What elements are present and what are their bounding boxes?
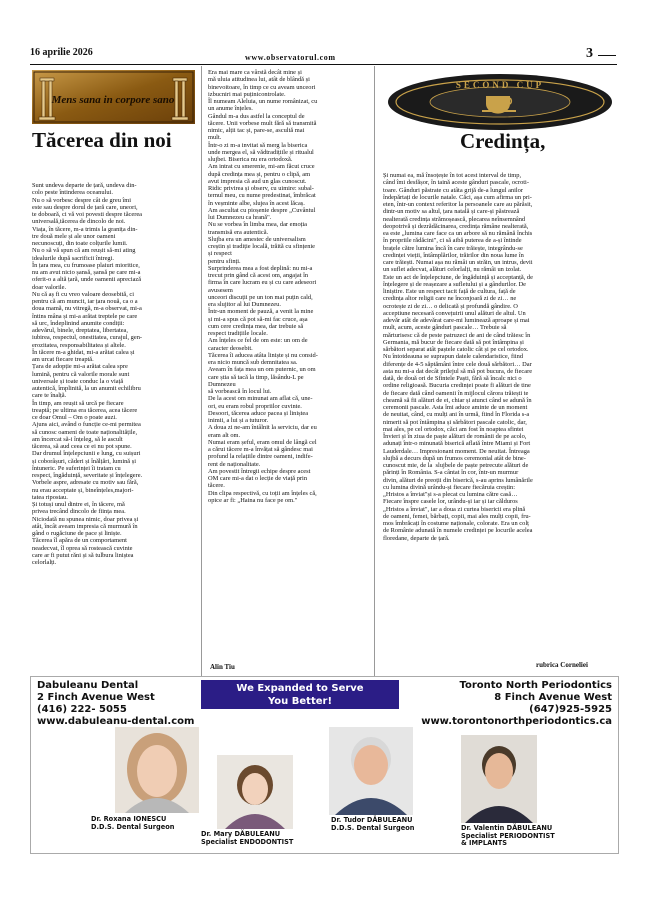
mens-sana-banner bbox=[32, 70, 195, 124]
article-author: rubrica Corneliei bbox=[536, 661, 588, 669]
doctor-title: Specialist PERIODONTIST bbox=[461, 831, 555, 840]
clinic-url[interactable]: www.dabuleanu-dental.com bbox=[37, 716, 195, 727]
header-rule bbox=[30, 64, 617, 65]
doctor-title-extra: & IMPLANTS bbox=[461, 839, 507, 847]
logo-text: SECOND CUP bbox=[455, 80, 545, 90]
doctor-caption bbox=[91, 816, 174, 831]
second-cup-logo bbox=[386, 72, 615, 132]
article-body-col2: Era mai mare ca vârstă decât mine și mă uluia atitudinea lui, atât de blândă și binevoitoare, în timp ce cu aveam unceori izbucniri mai puținicontrolate. Îl numeam Aleluia, un nume românizat, cu un anume înțeles. Gândul m-a dus astfel la conceptul de tăcere. Unii vorbese mult fără să transmită nimic, alții tac și, pare-se, ascultă mai mult. Într-o zi m-a invitat să merg la biserica unde mergea el, să vădtradițiile și ritualul slujbei. Biserica nu era ortodoxă. Am intrat cu smerenie, mi-am făcut cruce după credința mea și, pentru o clipă, am avut impresia că aud un glas cunoscut. Ridic privirea și observ, cu uimire: subal- ternul meu, cu nume predestinat, îmbrăcat în veșminte albe, slujea în acest lăcaș. Am ascultat cu pioșenie despre „Cuvântul lui Dumnezeu ca hrană". Nu se vorbea în limba mea, dar emoția transmisă era autentică. Slujba era un amestec de universalism creștin și tradiție locală, trăită cu sfințenie și respect pentru sfinți. Surprinderea mea a fost deplină: nu mi-a trecut prin gând că acest om, angajat în firma în care lucram eu și cu care adeseori avusesem unceori discuții pe un ton mai puțin cald, era slujitor al lui Dumnezeu. Într-un moment de pauză, a venit la mine și mi-a spus că pot să-mi fac cruce, așa cum cere credința mea, dar trebuie să respect tradițiile locale. Am înțeles ce fel de om este: un om de caracter deosebit. Tăcerea îi aducea atâta liniște și nu consid- era nicio muncă sub demnitatea sa. Aveam în fața mea un om puternic, un om care știa să tacă la timp, lăsându-L pe Dumnezeu să vorbească în locul lui. De la acest om minunat am aflat că, une- ori, eu eram robul propriilor cuvinte. Desoori, tăcerea aduce pacea și liniștea inimii, a lui și a tuturor. A doua zi ne-am întâlnit la serviciu, dar eu eram alt om. Numai eram șeful, eram omul de lângă cel a cărui tăcere m-a învățat să gândesc mai profund la relațiile dintre oameni, indife- rent de naționalitate. Am povestit întregii echipe despre acest OM care mi-a dat o lecție de viață prin tăcere. Din clipa respectivă, cu toții am înțeles că, орісе ar fi: „Haina nu face pe om." bbox=[208, 69, 318, 504]
column-divider bbox=[201, 66, 202, 676]
doctor-title: D.D.S. Dental Surgeon bbox=[331, 823, 415, 832]
clinic-address: 2 Finch Avenue West bbox=[37, 692, 155, 703]
clinic-name: Toronto North Periodontics bbox=[459, 680, 612, 691]
doctor-name: Dr. Roxana IONESCU bbox=[91, 815, 167, 823]
doctor-caption bbox=[201, 831, 293, 846]
banner-text: Mens sana in corpore sano bbox=[51, 94, 175, 106]
clinic-phone: (647)925-5925 bbox=[529, 704, 612, 715]
issue-date: 16 aprilie 2026 bbox=[30, 47, 93, 58]
dental-advertisement bbox=[30, 676, 619, 854]
page-number-dash bbox=[598, 55, 616, 56]
article-author: Alin Tiu bbox=[210, 663, 235, 671]
column-divider bbox=[374, 66, 375, 676]
doctor-name: Dr. Mary DĂBULEANU bbox=[201, 830, 281, 838]
doctor-photo bbox=[217, 755, 293, 829]
doctor-title: D.D.S. Dental Surgeon bbox=[91, 822, 175, 831]
article-body-col3: Și numai ea, mă însoțește în tot acest interval de timp, când îmi desfășor, în taină aceste gânduri pascale, ocroti- toare. Gânduri păstrate cu atâta grijă de-a lungul anilor îndepărtați de locurile natale. Căci, așa cum afirma un pri- eten, într-un context referitor la persoanele care au părăsit, dintr-un motiv sa altul, țara natală și care-și păstrează nealterată credința strămoșească, plecarea neînsemnând deopotrivă și dezrădăcinarea, credința rămâne nealterată, ea este „lumina care face ca un arbore să nu rămână închis în propriile rădăcini", ci să aibă puterea de a-și întinde brațele către lumina încă în care trăiește, integrându-se credinței vieții, întâmplărilor, trăirilor din noua lume în care trăiești. Numai așa nu rămâi un străin, un intrus, devii un suflet adecvat, alături celorlalți, nu rămâi un izolat. Este un act de înțelepciune, de îngăduință și acceptanță, de înțelegere și de reașezare a sufletului și a gândurilor. De liniștire. Este un respect tacit față de cultura, față de credința altor religii care ne înconjoară zi de zi… ne ocrotește zi de zi… o delicată și profundă gândire. O acceptiune necesară convețuirii unul alături de altul. Un adevăr atât de adevărat care-mi luminează aproape și mai mult, acum, aceste gânduri pascale… Trebuie să mărturisesc că de peste patruzeci de ani de când trăiesc în Germania, mă bucur de fiecare dată să pot întâmpina și sărbători separat atât paștele catolic cât și pe cel ortodox. Nu întotdeauna se suprapun datele calendaristice, fiind diferențe de 4-5 săptămâni între cele două sărbători… Dar asta nu mi-a dat decât prilejul să mă pot bucura, de fiecare dată, de două ori de Sfintele Paști, fără să încalc nici o ordine religioasă. Bucuria credinței poate fi alături de tine de fiecare dată când oamenii în mijlocul cărora trăiești te cheamă să fii alături de ei, chiar și atunci când se adună în ceremonii pascale. Asta îmi aduce aminte de un moment de neuitat, când, cu mulți ani în urmă, fiind în Florida s-a nimerit să pot întâmpina și sărbători pascale catolic, dar, mai ales, pe cel ortodox, căci am fost în noaptea sfintei Învieri și în ziua de paște alături de românii de pe acolo, adunați într-o minunată biserică aflată între Miami și Fort Lauderdale… Impresionant moment. De neuitat. Întreaga slujbă a decurs după un frumos ceremonial atât de bine- cunoscut mie, de la slujbele de paște petrecute alături de părinți în România. S-a cântat în cor, într-un murmur divin, alături de preoții din biserică, s-au aprins lumânările cu lumina divină urându-și fiecare fiecăruia creștin: „Hristos a înviat"și s-a plecat cu lumina către casă… Fiecare înspre casele lor, urându-și iar și iar călduros „Hristos a înviat", iar a doua zi curtea bisericii era plină de oameni, femei, bărbați, copii, mai ales mulți copii, fru- mos îmbrăcați în costume naționale, colorate. Era un colț de Românie adunată în numele credinței pe locurile acelea floredane, departe de țară. bbox=[383, 172, 533, 542]
doctor-photo bbox=[115, 727, 199, 813]
doctor-caption bbox=[461, 825, 555, 848]
doctor-caption bbox=[331, 817, 414, 832]
clinic-url[interactable]: www.torontonorthperiodontics.ca bbox=[421, 716, 612, 727]
promo-line: We Expanded to Serve bbox=[236, 683, 364, 694]
clinic-phone: (416) 222- 5055 bbox=[37, 704, 127, 715]
doctor-photo bbox=[329, 727, 413, 815]
clinic-address: 8 Finch Avenue West bbox=[494, 692, 612, 703]
page-number: 3 bbox=[586, 46, 593, 61]
article-title: Credința, bbox=[460, 129, 546, 153]
promo-banner bbox=[201, 680, 399, 709]
clinic-name: Dabuleanu Dental bbox=[37, 680, 139, 691]
doctor-name: Dr. Tudor DĂBULEANU bbox=[331, 816, 413, 824]
article-title: Tăcerea din noi bbox=[32, 128, 172, 152]
article-body-col1: Sunt undeva departe de țară, undeva din- colo peste întinderea oceanului. Nu o să vorbesc despre cât de greu îmi este sau despre dorul de țară care, uneori, te doboară, ci vă voi povesti despre tăcerea universală,tăcerea de dincolo de noi. Viața, în tăcere, m-a trimis la granița din- tre două mele și ale unor oameni necunoscuți, din toate colțurile lumii. Nu o să vă spun că am reușit să-mi ating idealurile după sacrificii întregi. În țara mea, cu frumoase plaiuri mioritice, nu am avut nicio șansă, șansă pe care mi-a oferit-o a altă țară, unde oamenii apreciază doar valorile. Nu că aș fi cu vreo valoare deosebită, ci pentru că am muncit, iar țara nouă, ca o a doua mamă, nu vitregă, m-a observat, mi-a întins mâna și mi-a arătat treptele pe care să urc, îndeplinind anumite condiții: adevărul, binele, dreptatea, libertatea, iubirea, respectul, onestitatea, curajul, gen- erozitatea, responsabilitatea și altele. În tăcere m-a ghidat, mi-a arătat calea și am urcat fiecare treaptă. Țara de adopție mi-a arătat calea spre lumină, pentru că valorile morale sunt universale și toate conduc la o viață autentică, împlinită, la un anumit echilibru care te înalță. În timp, am reușit să urcă pe fiecare treaptă; pe ultima era tăcerea, acea tăcere ce doar Omul – Om o poate auzi. Ajuns aici, având o funcție ce-mi permitea să cunosc oameni de toate naționalitățile, am încercat să-i înțeleg, să le ascult tăcerea, să aud ceea ce ei nu pot spune. Dar drumul înțelepciunii e lung, cu suișuri și coborâșuri, căderi și înălțări, lumină și întuneric. Pe suferinței îi tratam cu respect, îngăduință, severitate și înțelegere. Vorbele aspre, adresate cu motiv sau fără, nu erau acceptate și, bineînțeles,majori- tatea ripostau. Și totuși unul dintre ei, în tăcere, mă privea trecând dincolo de ființa mea. Niciodată nu spunea nimic, doar privea și atât, încât aveam impresia că murmură în gând o rugăciune de pace și liniște. Tăcerea îl apăra de un comportament neadecvat, îl oprea să rostească cuvinte care ar fi putut răni și să tulbura liniștea celorlalți. bbox=[32, 182, 143, 566]
promo-line: You Better! bbox=[267, 696, 333, 707]
site-url[interactable]: www.observatorul.com bbox=[245, 53, 336, 62]
doctor-name: Dr. Valentin DĂBULEANU bbox=[461, 824, 553, 832]
doctor-title: Specialist ENDODONTIST bbox=[201, 837, 294, 846]
doctor-photo bbox=[461, 735, 537, 823]
